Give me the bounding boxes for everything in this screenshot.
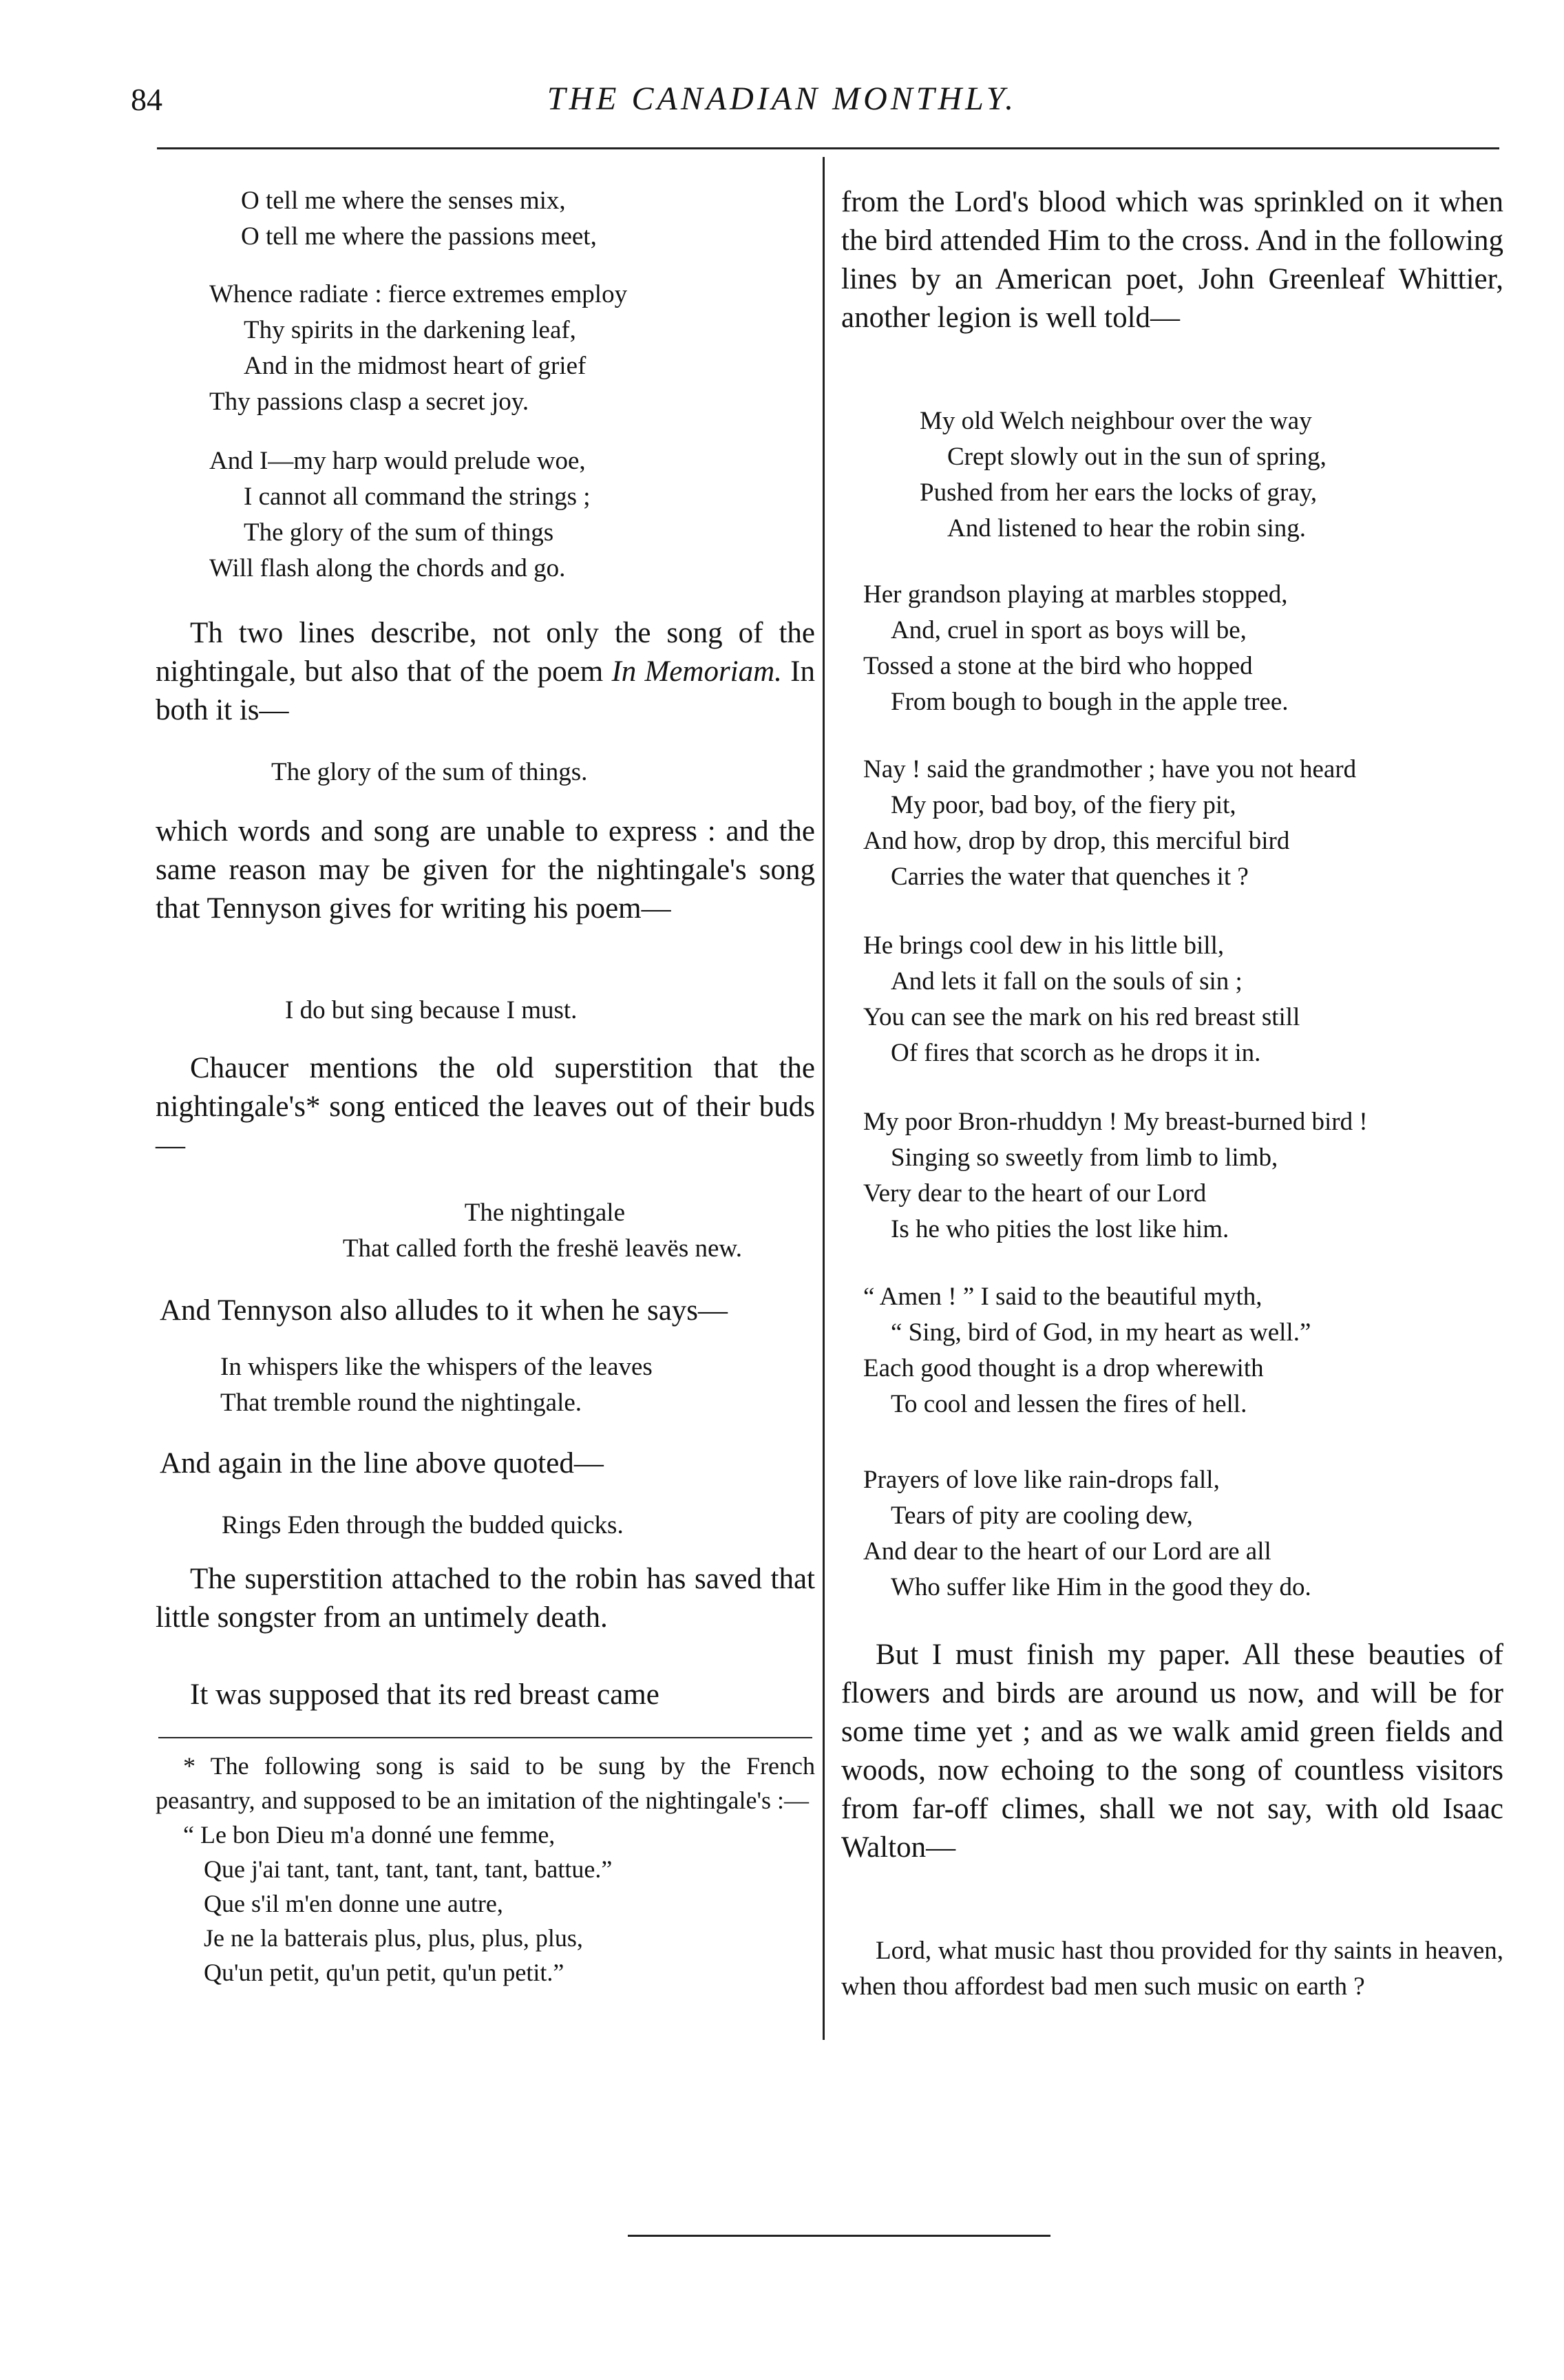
poem-stanza <box>863 1104 1368 1247</box>
verse-line: Thy spirits in the darkening leaf, <box>244 316 576 344</box>
italic-title: In Memoriam. <box>611 655 782 688</box>
verse-stanza-1 <box>241 183 597 255</box>
poem-stanza <box>863 1462 1311 1605</box>
footnote-line: Que j'ai tant, tant, tant, tant, tant, battue.” <box>204 1855 613 1883</box>
footnote-rule <box>158 1737 812 1738</box>
verse-line: From bough to bough in the apple tree. <box>891 688 1289 716</box>
quote-line: The nightingale <box>464 1199 625 1227</box>
verse-stanza-2 <box>209 277 627 420</box>
verse-line: Tossed a stone at the bird who hopped <box>863 652 1253 680</box>
verse-stanza-3 <box>209 443 591 587</box>
verse-line: Very dear to the heart of our Lord <box>863 1179 1207 1208</box>
verse-line: O tell me where the passions meet, <box>241 222 597 251</box>
verse-line: Is he who pities the lost like him. <box>891 1215 1229 1243</box>
verse-line: Pushed from her ears the locks of gray, <box>920 478 1318 507</box>
verse-line: Who suffer like Him in the good they do. <box>891 1573 1311 1601</box>
quote-line: Rings Eden through the budded quicks. <box>222 1511 624 1539</box>
poem-stanza <box>920 403 1327 547</box>
verse-line: Will flash along the chords and go. <box>209 554 566 582</box>
verse-line: O tell me where the senses mix, <box>241 187 566 215</box>
verse-line: Tears of pity are cooling dew, <box>891 1502 1193 1530</box>
poem-stanza <box>863 928 1300 1071</box>
verse-line: The glory of the sum of things <box>244 518 554 547</box>
verse-line: And listened to hear the robin sing. <box>947 514 1306 543</box>
poem-stanza <box>863 752 1356 895</box>
verse-line: Carries the water that quenches it ? <box>891 863 1249 891</box>
footnote-line: “ Le bon Dieu m'a donné une femme, <box>183 1821 556 1849</box>
verse-line: And in the midmost heart of grief <box>244 352 586 380</box>
running-head: THE CANADIAN MONTHLY. <box>547 81 1017 117</box>
footnote <box>156 1749 815 1990</box>
verse-line: My old Welch neighbour over the way <box>920 407 1312 435</box>
verse-line: My poor, bad boy, of the fiery pit, <box>891 791 1236 819</box>
verse-line: I cannot all command the strings ; <box>244 483 591 511</box>
quote-line: The glory of the sum of things. <box>271 758 588 786</box>
poem-stanza <box>863 577 1289 720</box>
quote-line: I do but sing because I must. <box>285 996 578 1024</box>
verse-line: Crept slowly out in the sun of spring, <box>947 443 1327 471</box>
paragraph: And Tennyson also alludes to it when he says— <box>160 1294 728 1327</box>
verse-line: You can see the mark on his red breast still <box>863 1003 1300 1031</box>
page-number: 84 <box>131 82 162 117</box>
footnote-intro: * The following song is said to be sung by the French peasantry, and supposed to be an imitation of the nightingale's :— <box>156 1752 815 1814</box>
header-rule <box>157 147 1499 149</box>
paragraph: Th two lines describe, not only the song of the nightingale, but also that of the poem In Memoriam. In both it is— <box>156 617 815 726</box>
verse-line: And dear to the heart of our Lord are all <box>863 1537 1271 1566</box>
verse-line: He brings cool dew in his little bill, <box>863 931 1225 960</box>
closing-quote: Lord, what music hast thou provided for thy saints in heaven, when thou affordest bad men such music on earth ? <box>841 1937 1503 2001</box>
paragraph: Chaucer mentions the old superstition that the nightingale's* song enticed the leaves out of their buds— <box>156 1052 815 1161</box>
verse-line: And how, drop by drop, this merciful bird <box>863 827 1290 855</box>
verse-line: Prayers of love like rain-drops fall, <box>863 1466 1220 1494</box>
verse-line: And lets it fall on the souls of sin ; <box>891 967 1243 996</box>
verse-line: And I—my harp would prelude woe, <box>209 447 586 475</box>
paragraph: from the Lord's blood which was sprinkled on it when the bird attended Him to the cross. And in the following lines by an American poet, John Greenleaf Whittier, another legion is well told— <box>841 186 1503 334</box>
verse-line: To cool and lessen the fires of hell. <box>891 1390 1247 1418</box>
verse-line: Thy passions clasp a secret joy. <box>209 388 529 416</box>
verse-line: Whence radiate : fierce extremes employ <box>209 280 628 308</box>
paragraph: It was supposed that its red breast came <box>190 1678 659 1711</box>
end-rule <box>628 2235 1050 2237</box>
footnote-line: Je ne la batterais plus, plus, plus, plus, <box>204 1924 583 1952</box>
verse-line: And, cruel in sport as boys will be, <box>891 616 1247 644</box>
verse-line: “ Sing, bird of God, in my heart as well.” <box>891 1318 1311 1347</box>
paragraph: And again in the line above quoted— <box>160 1447 604 1479</box>
paragraph: The superstition attached to the robin has saved that little songster from an untimely death. <box>156 1563 815 1634</box>
quote-line: That tremble round the nightingale. <box>220 1389 582 1417</box>
paragraph: which words and song are unable to express : and the same reason may be given for the nightingale's song that Tennyson gives for writing his poem— <box>156 815 815 925</box>
verse-line: Nay ! said the grandmother ; have you not heard <box>863 755 1357 783</box>
quote-block <box>220 1349 653 1421</box>
footnote-line: Que s'il m'en donne une autre, <box>204 1890 503 1917</box>
verse-line: “ Amen ! ” I said to the beautiful myth, <box>863 1283 1262 1311</box>
quote-block <box>246 1195 742 1267</box>
verse-line: Of fires that scorch as he drops it in. <box>891 1039 1261 1067</box>
column-divider <box>823 157 825 2040</box>
verse-line: Her grandson playing at marbles stopped, <box>863 580 1288 609</box>
quote-line: In whispers like the whispers of the leaves <box>220 1353 653 1381</box>
quote-line: That called forth the freshë leavës new. <box>342 1234 742 1263</box>
footnote-line: Qu'un petit, qu'un petit, qu'un petit.” <box>204 1959 564 1986</box>
verse-line: My poor Bron-rhuddyn ! My breast-burned bird ! <box>863 1108 1368 1136</box>
verse-line: Each good thought is a drop wherewith <box>863 1354 1264 1382</box>
poem-stanza <box>863 1279 1311 1422</box>
verse-line: Singing so sweetly from limb to limb, <box>891 1144 1278 1172</box>
paragraph: But I must finish my paper. All these beauties of flowers and birds are around us now, and will be for some time yet ; and as we walk amid green fields and woods, now echoing to the song of countless visitors from far-off climes, shall we not say, with old Isaac Walton— <box>841 1639 1503 1864</box>
